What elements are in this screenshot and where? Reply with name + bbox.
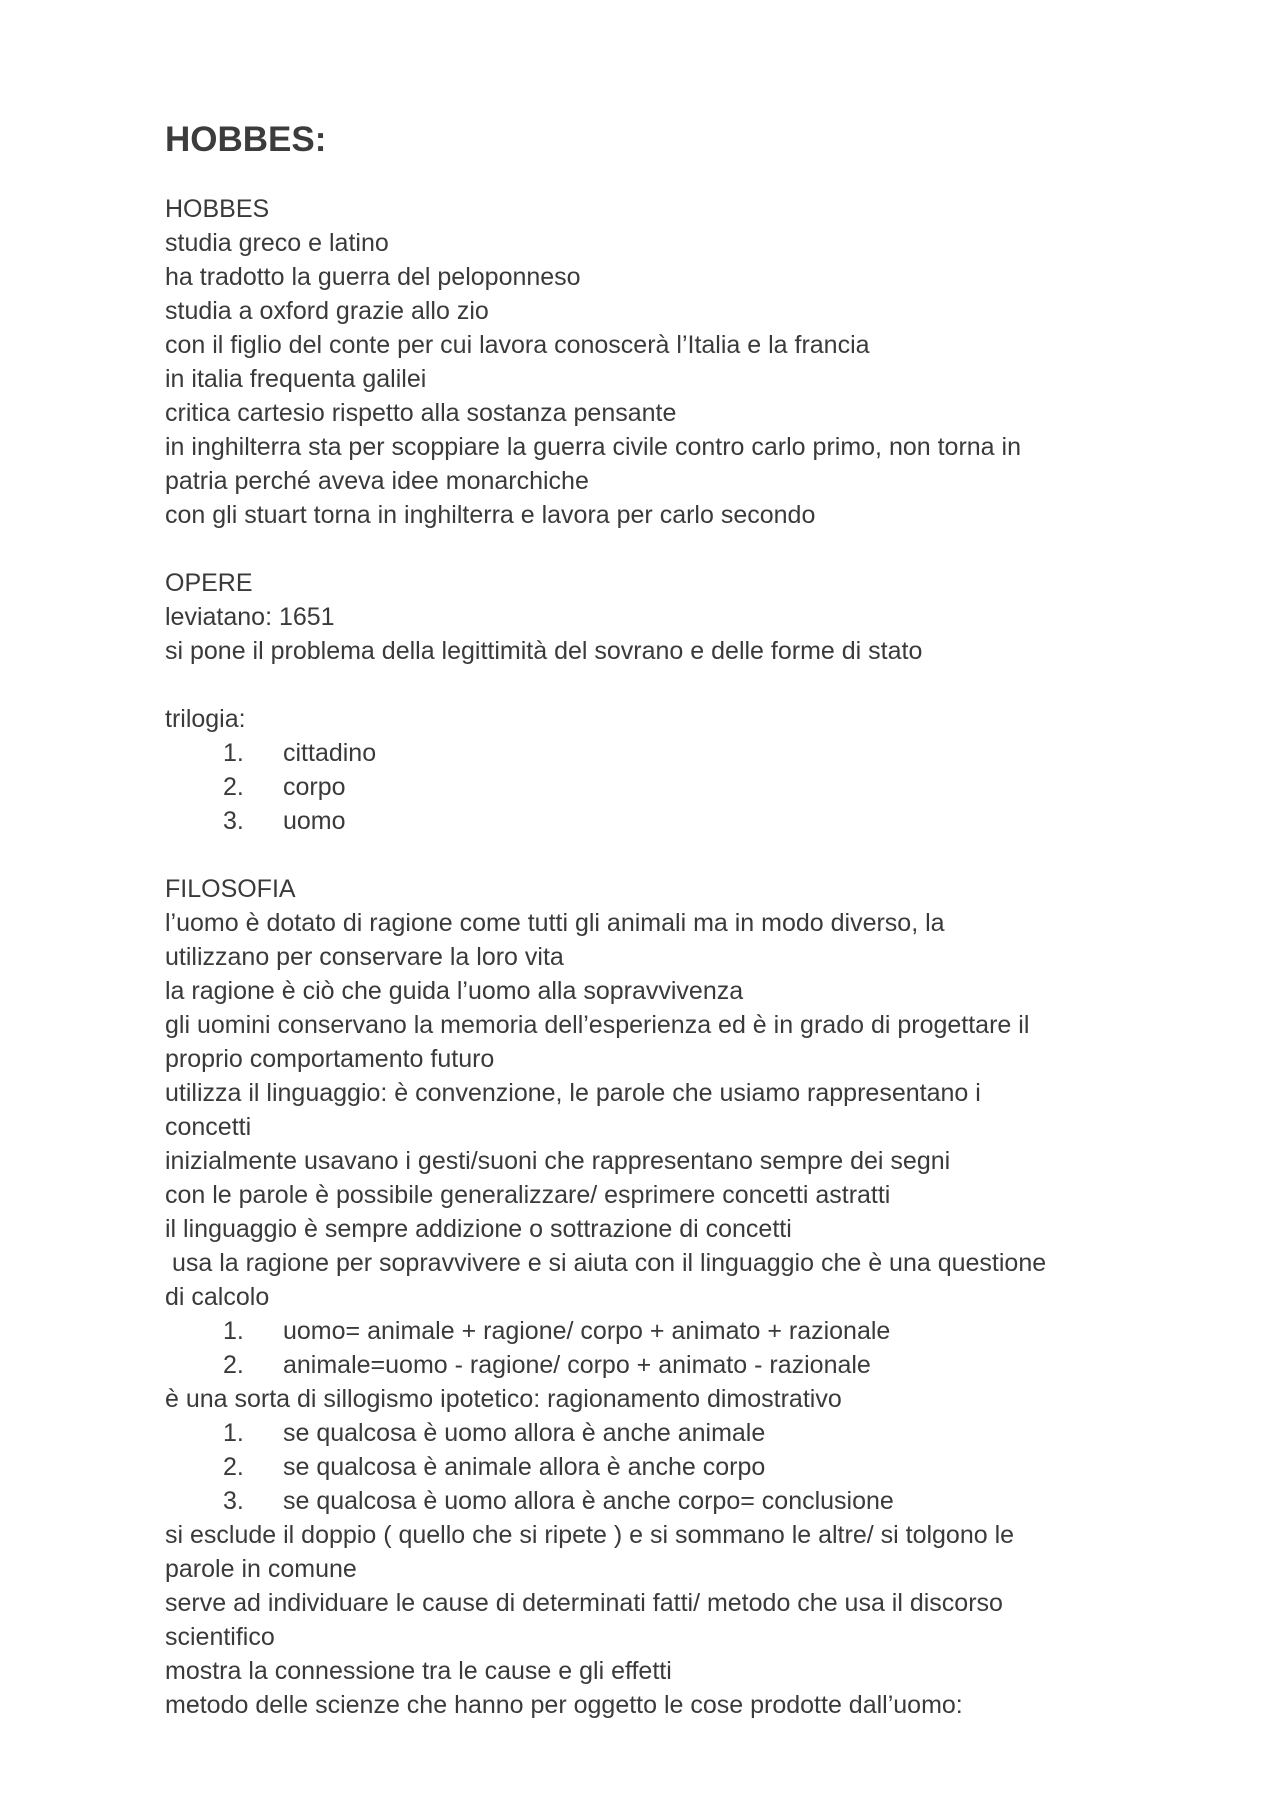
list-number: 1. bbox=[223, 1419, 244, 1447]
text-line: con le parole è possibile generalizzare/ esprimere concetti astratti bbox=[165, 1181, 891, 1209]
list-number: 2. bbox=[223, 1351, 244, 1379]
list-text: corpo bbox=[283, 773, 346, 801]
list-text: se qualcosa è animale allora è anche corpo bbox=[283, 1453, 766, 1481]
list-text: uomo bbox=[283, 807, 346, 835]
list-number: 1. bbox=[223, 1317, 244, 1345]
section-heading-opere: OPERE bbox=[165, 569, 253, 597]
text-line: con gli stuart torna in inghilterra e lavora per carlo secondo bbox=[165, 501, 816, 529]
syllogism-list bbox=[165, 1416, 1125, 1518]
list-text: animale=uomo - ragione/ corpo + animato - razionale bbox=[283, 1351, 871, 1379]
text-line: in inghilterra sta per scoppiare la guerra civile contro carlo primo, non torna in bbox=[165, 433, 1021, 461]
text-line: serve ad individuare le cause di determinati fatti/ metodo che usa il discorso bbox=[165, 1589, 1003, 1617]
text-line: inizialmente usavano i gesti/suoni che rappresentano sempre dei segni bbox=[165, 1147, 951, 1175]
text-line: gli uomini conservano la memoria dell’esperienza ed è in grado di progettare il bbox=[165, 1011, 1030, 1039]
list-number: 1. bbox=[223, 739, 244, 767]
text-line: si pone il problema della legittimità del sovrano e delle forme di stato bbox=[165, 637, 923, 665]
text-line: in italia frequenta galilei bbox=[165, 365, 427, 393]
list-item bbox=[165, 804, 1125, 838]
formula-list bbox=[165, 1314, 1125, 1382]
list-item bbox=[165, 1314, 1125, 1348]
trilogia-list bbox=[165, 736, 1125, 838]
text-line: di calcolo bbox=[165, 1283, 270, 1311]
text-line: patria perché aveva idee monarchiche bbox=[165, 467, 589, 495]
list-item bbox=[165, 1450, 1125, 1484]
text-line: proprio comportamento futuro bbox=[165, 1045, 495, 1073]
list-item bbox=[165, 1484, 1125, 1518]
list-text: uomo= animale + ragione/ corpo + animato + razionale bbox=[283, 1317, 891, 1345]
blank-line bbox=[165, 668, 1125, 702]
list-item bbox=[165, 1416, 1125, 1450]
list-number: 3. bbox=[223, 1487, 244, 1515]
list-item bbox=[165, 1348, 1125, 1382]
trilogia-heading: trilogia: bbox=[165, 705, 246, 733]
text-line: leviatano: 1651 bbox=[165, 603, 335, 631]
text-line: utilizza il linguaggio: è convenzione, le parole che usiamo rappresentano i bbox=[165, 1079, 981, 1107]
text-line: mostra la connessione tra le cause e gli effetti bbox=[165, 1657, 672, 1685]
list-text: cittadino bbox=[283, 739, 377, 767]
section-heading-filosofia: FILOSOFIA bbox=[165, 875, 296, 903]
blank-line bbox=[165, 532, 1125, 566]
text-line: è una sorta di sillogismo ipotetico: ragionamento dimostrativo bbox=[165, 1385, 842, 1413]
text-line: il linguaggio è sempre addizione o sottrazione di concetti bbox=[165, 1215, 792, 1243]
page-title: HOBBES: bbox=[165, 120, 327, 159]
text-line: con il figlio del conte per cui lavora conoscerà l’Italia e la francia bbox=[165, 331, 870, 359]
text-line: metodo delle scienze che hanno per oggetto le cose prodotte dall’uomo: bbox=[165, 1691, 963, 1719]
text-line: concetti bbox=[165, 1113, 252, 1141]
list-number: 2. bbox=[223, 1453, 244, 1481]
section-heading-bio: HOBBES bbox=[165, 195, 270, 223]
list-text: se qualcosa è uomo allora è anche corpo= conclusione bbox=[283, 1487, 894, 1515]
text-line: l’uomo è dotato di ragione come tutti gli animali ma in modo diverso, la bbox=[165, 909, 945, 937]
text-line: studia greco e latino bbox=[165, 229, 389, 257]
list-text: se qualcosa è uomo allora è anche animale bbox=[283, 1419, 766, 1447]
text-line: ha tradotto la guerra del peloponneso bbox=[165, 263, 581, 291]
text-line: studia a oxford grazie allo zio bbox=[165, 297, 489, 325]
text-line: la ragione è ciò che guida l’uomo alla sopravvivenza bbox=[165, 977, 744, 1005]
list-number: 2. bbox=[223, 773, 244, 801]
document-page bbox=[165, 118, 1125, 1722]
text-line: usa la ragione per sopravvivere e si aiuta con il linguaggio che è una questione bbox=[165, 1249, 1047, 1277]
list-item bbox=[165, 770, 1125, 804]
list-number: 3. bbox=[223, 807, 244, 835]
text-line: utilizzano per conservare la loro vita bbox=[165, 943, 564, 971]
list-item bbox=[165, 736, 1125, 770]
text-line: critica cartesio rispetto alla sostanza pensante bbox=[165, 399, 677, 427]
text-line: si esclude il doppio ( quello che si ripete ) e si sommano le altre/ si tolgono le bbox=[165, 1521, 1015, 1549]
blank-line bbox=[165, 838, 1125, 872]
text-line: scientifico bbox=[165, 1623, 275, 1651]
text-line: parole in comune bbox=[165, 1555, 357, 1583]
